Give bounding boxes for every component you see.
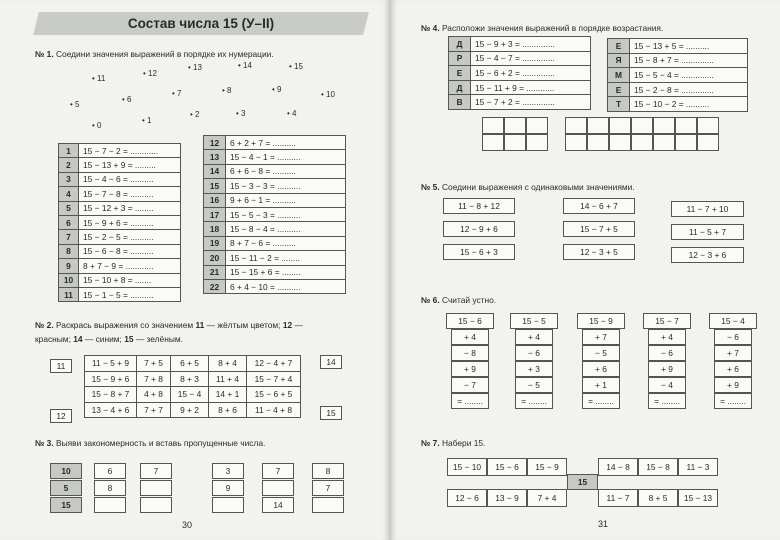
task2-n12: 12 <box>282 320 293 330</box>
task4-left-expression[interactable]: 15 − 11 + 9 = ............ <box>471 80 591 95</box>
task6-heading <box>421 295 496 306</box>
task2-cell[interactable]: 15 − 4 <box>171 387 209 403</box>
task4-answer-cell[interactable] <box>504 117 526 134</box>
task6-step: + 3 <box>515 361 553 377</box>
task1-right-row <box>204 207 346 221</box>
task4-left-index: В <box>449 95 471 110</box>
task6-step: − 4 <box>648 377 686 393</box>
task2-cell[interactable]: 6 + 5 <box>171 356 209 372</box>
task1-left-expression[interactable]: 15 − 7 − 2 = ............ <box>79 144 181 158</box>
task3-number: № 3. <box>35 438 54 448</box>
task4-text: Расположи значения выражений в порядке возрастания. <box>441 23 664 33</box>
task2-text: Раскрась выражения со значением <box>55 320 194 330</box>
task1-left-expression[interactable]: 15 − 1 − 5 = .......... <box>79 287 181 301</box>
task4-right-expression[interactable]: 15 − 10 − 2 = .......... <box>630 97 748 112</box>
task3-cell: 15 <box>50 497 82 513</box>
task2-dash: — <box>294 320 303 330</box>
task1-right-index: 16 <box>204 193 226 207</box>
task1-right-expression[interactable]: 6 + 6 − 8 = .......... <box>226 164 346 178</box>
task3-cell: 8 <box>312 463 344 479</box>
task1-heading <box>35 49 274 60</box>
task1-left-index: 7 <box>59 230 79 244</box>
task6-text: Считай устно. <box>441 295 497 305</box>
task1-right-expression[interactable]: 15 − 11 − 2 = ........ <box>226 251 346 265</box>
task6-step: + 6 <box>582 361 620 377</box>
task1-left-expression[interactable]: 15 − 10 + 8 = ....... <box>79 273 181 287</box>
task1-right-expression[interactable]: 15 − 5 − 3 = .......... <box>226 207 346 221</box>
task2-cell[interactable]: 7 + 8 <box>137 371 171 387</box>
task2-left-12[interactable]: 12 <box>50 409 72 423</box>
task5-expression-box[interactable]: 15 − 6 + 3 <box>443 244 515 260</box>
task7-bottom-cell[interactable]: 7 + 4 <box>527 489 567 507</box>
task4-right-index: Е <box>608 82 630 97</box>
task4-right-index: Я <box>608 53 630 68</box>
task1-left-expression[interactable]: 15 − 13 + 9 = ......... <box>79 158 181 172</box>
task1-left-expression[interactable]: 15 − 9 + 6 = .......... <box>79 215 181 229</box>
task2-cell[interactable]: 11 + 4 <box>209 371 247 387</box>
task2-cell[interactable]: 8 + 3 <box>171 371 209 387</box>
task6-start: 15 − 4 <box>709 313 757 329</box>
task6-start: 15 − 5 <box>510 313 558 329</box>
task4-right-expression[interactable]: 15 − 5 − 4 = .............. <box>630 68 748 83</box>
task3-cell: 3 <box>212 463 244 479</box>
task4-answer-cell[interactable] <box>609 117 631 134</box>
task3-cell: 7 <box>140 463 172 479</box>
task1-left-expression[interactable]: 15 − 4 − 6 = .......... <box>79 172 181 186</box>
task1-right-expression[interactable]: 15 − 8 − 4 = .......... <box>226 222 346 236</box>
task1-right-row <box>204 164 346 178</box>
task1-left-expression[interactable]: 15 − 7 − 8 = .......... <box>79 187 181 201</box>
task2-row <box>85 371 301 387</box>
task6-number: № 6. <box>421 295 440 305</box>
task4-right-row <box>608 68 748 83</box>
task4-left-index: Е <box>449 66 471 81</box>
task2-c14: — синим; <box>84 334 122 344</box>
task1-right-index: 12 <box>204 136 226 150</box>
task4-left-expression[interactable]: 15 − 7 + 2 = .............. <box>471 95 591 110</box>
task3-cell: 5 <box>50 480 82 496</box>
task3-text: Выяви закономерность и вставь пропущенные числа. <box>55 438 266 448</box>
task7-top-cell[interactable]: 11 − 3 <box>678 458 718 476</box>
task4-left-index: Д <box>449 37 471 52</box>
dot-14[interactable]: • 14 <box>238 61 252 70</box>
task4-right-index: Е <box>608 39 630 54</box>
task6-step[interactable]: = ........ <box>451 393 489 409</box>
task4-answer-cell[interactable] <box>587 117 609 134</box>
task4-answer-cell[interactable] <box>697 134 719 151</box>
task1-right-row <box>204 150 346 164</box>
dot-5[interactable]: • 5 <box>70 100 80 109</box>
task5-expression-box[interactable]: 12 − 3 + 5 <box>563 244 635 260</box>
task2-c15: — зелёным. <box>135 334 183 344</box>
task4-left-row <box>449 66 591 81</box>
task6-step[interactable]: = ........ <box>515 393 553 409</box>
task4-right-expression[interactable]: 15 − 8 + 7 = .............. <box>630 53 748 68</box>
task5-expression-box[interactable]: 11 − 8 + 12 <box>443 198 515 214</box>
task1-left-row <box>59 158 181 172</box>
task1-right-expression[interactable]: 15 − 15 + 6 = ........ <box>226 265 346 279</box>
task1-left-expression[interactable]: 15 − 2 − 5 = .......... <box>79 230 181 244</box>
task5-expression-box[interactable]: 14 − 6 + 7 <box>563 198 635 214</box>
task1-table-right <box>203 135 346 294</box>
task6-step: + 4 <box>451 329 489 345</box>
task2-cell[interactable]: 11 − 4 + 8 <box>247 402 301 418</box>
task7-top-cell[interactable]: 15 − 9 <box>527 458 567 476</box>
task1-left-row <box>59 172 181 186</box>
task1-right-row <box>204 222 346 236</box>
task4-right-row <box>608 53 748 68</box>
task1-left-row <box>59 144 181 158</box>
task7-number: № 7. <box>421 438 440 448</box>
task1-table-left <box>58 143 181 302</box>
task4-right-expression[interactable]: 15 − 13 + 5 = .......... <box>630 39 748 54</box>
task3-cell[interactable] <box>140 480 172 496</box>
task7-bottom-cell[interactable]: 15 − 13 <box>678 489 718 507</box>
task6-step[interactable]: = ........ <box>582 393 620 409</box>
dot-7[interactable]: • 7 <box>172 89 182 98</box>
task6-step: − 8 <box>451 345 489 361</box>
task2-cell[interactable]: 13 − 4 + 6 <box>85 402 137 418</box>
task4-answer-cell[interactable] <box>526 117 548 134</box>
task4-right-index: Т <box>608 97 630 112</box>
task6-step: + 7 <box>714 345 752 361</box>
task3-cell: 7 <box>262 463 294 479</box>
task4-answer-cell[interactable] <box>482 134 504 151</box>
task4-right-expression[interactable]: 15 − 2 − 8 = .............. <box>630 82 748 97</box>
task7-bottom-cell[interactable]: 11 − 7 <box>598 489 638 507</box>
task1-left-row <box>59 230 181 244</box>
task4-answer-cell[interactable] <box>653 134 675 151</box>
task4-right-row <box>608 82 748 97</box>
dot-1[interactable]: • 1 <box>142 116 152 125</box>
task7-top-cell[interactable]: 15 − 8 <box>638 458 678 476</box>
dot-10[interactable]: • 10 <box>321 90 335 99</box>
task1-left-index: 3 <box>59 172 79 186</box>
task2-cell[interactable]: 15 − 7 + 4 <box>247 371 301 387</box>
task4-answer-cell[interactable] <box>653 117 675 134</box>
task1-right-index: 14 <box>204 164 226 178</box>
task4-left-expression[interactable]: 15 − 9 + 3 = .............. <box>471 37 591 52</box>
task3-cell[interactable] <box>212 497 244 513</box>
dot-4[interactable]: • 4 <box>287 109 297 118</box>
task1-right-row <box>204 279 346 293</box>
task7-heading <box>421 438 485 449</box>
task1-left-row <box>59 273 181 287</box>
task2-cell[interactable]: 14 + 1 <box>209 387 247 403</box>
task1-right-row <box>204 265 346 279</box>
task3-cell: 14 <box>262 497 294 513</box>
task2-table <box>84 355 301 418</box>
task6-step[interactable]: = ........ <box>714 393 752 409</box>
task1-left-index: 9 <box>59 259 79 273</box>
task1-left-expression[interactable]: 8 + 7 − 9 = ............ <box>79 259 181 273</box>
task1-right-row <box>204 179 346 193</box>
task3-cell[interactable] <box>262 480 294 496</box>
task2-cell[interactable]: 15 − 6 + 5 <box>247 387 301 403</box>
task1-right-expression[interactable]: 9 + 6 − 1 = .......... <box>226 193 346 207</box>
task4-answer-cell[interactable] <box>565 117 587 134</box>
task1-text: Соедини значения выражений в порядке их нумерации. <box>55 49 274 59</box>
task4-answer-cell[interactable] <box>587 134 609 151</box>
task4-answer-cell[interactable] <box>482 117 504 134</box>
task7-bottom-cell[interactable]: 13 − 9 <box>487 489 527 507</box>
task1-left-index: 10 <box>59 273 79 287</box>
task2-cell[interactable]: 11 − 5 + 9 <box>85 356 137 372</box>
task2-cell[interactable]: 7 + 5 <box>137 356 171 372</box>
task1-right-expression[interactable]: 6 + 4 − 10 = .......... <box>226 279 346 293</box>
task2-cell[interactable]: 9 + 2 <box>171 402 209 418</box>
page-number-right: 31 <box>598 519 609 529</box>
task4-left-index: Д <box>449 80 471 95</box>
dot-6[interactable]: • 6 <box>122 95 132 104</box>
task3-cell: 7 <box>312 480 344 496</box>
task1-left-row <box>59 215 181 229</box>
task2-line2 <box>35 334 183 345</box>
task6-step: − 7 <box>451 377 489 393</box>
task1-right-expression[interactable]: 8 + 7 − 6 = .......... <box>226 236 346 250</box>
task7-bottom-cell[interactable]: 8 + 5 <box>638 489 678 507</box>
task3-cell: 9 <box>212 480 244 496</box>
task2-cell[interactable]: 8 + 6 <box>209 402 247 418</box>
task2-cell[interactable]: 15 − 9 + 6 <box>85 371 137 387</box>
task1-right-row <box>204 251 346 265</box>
task5-expression-box[interactable]: 11 − 7 + 10 <box>671 201 744 217</box>
task4-answer-cell[interactable] <box>526 134 548 151</box>
task6-step: + 6 <box>714 361 752 377</box>
task4-table-left <box>448 36 591 110</box>
task7-center: 15 <box>567 474 598 490</box>
task1-left-row <box>59 201 181 215</box>
task4-left-index: Р <box>449 51 471 66</box>
dot-2[interactable]: • 2 <box>190 110 200 119</box>
task1-right-index: 20 <box>204 251 226 265</box>
task6-step: + 4 <box>515 329 553 345</box>
task2-red: красным; <box>35 334 71 344</box>
task1-left-index: 6 <box>59 215 79 229</box>
task7-top-cell[interactable]: 15 − 6 <box>487 458 527 476</box>
task6-step: + 4 <box>648 329 686 345</box>
task6-step[interactable]: = ........ <box>648 393 686 409</box>
task4-table-right <box>607 38 748 112</box>
dot-12[interactable]: • 12 <box>143 69 157 78</box>
task4-answer-cell[interactable] <box>565 134 587 151</box>
task5-heading <box>421 182 635 193</box>
task6-start: 15 − 7 <box>643 313 691 329</box>
task4-heading <box>421 23 663 34</box>
task4-answer-cell[interactable] <box>675 117 697 134</box>
task7-top-cell[interactable]: 14 − 8 <box>598 458 638 476</box>
task1-left-index: 1 <box>59 144 79 158</box>
task2-n14: 14 <box>73 334 83 344</box>
task2-c11: — жёлтым цветом; <box>206 320 281 330</box>
task3-cell[interactable] <box>140 497 172 513</box>
task1-left-row <box>59 259 181 273</box>
task2-cell[interactable]: 15 − 8 + 7 <box>85 387 137 403</box>
task1-right-expression[interactable]: 15 − 4 − 1 = .......... <box>226 150 346 164</box>
page-number-left: 30 <box>182 520 193 530</box>
task6-step: + 9 <box>451 361 489 377</box>
task5-expression-box[interactable]: 12 − 9 + 6 <box>443 221 515 237</box>
task5-expression-box[interactable]: 15 − 7 + 5 <box>563 221 635 237</box>
task3-cell: 6 <box>94 463 126 479</box>
page-title: Состав числа 15 (У–II) <box>127 16 275 31</box>
task4-right-row <box>608 39 748 54</box>
task1-right-expression[interactable]: 15 − 3 − 3 = .......... <box>226 179 346 193</box>
task1-left-index: 5 <box>59 201 79 215</box>
task4-answer-cell[interactable] <box>631 117 653 134</box>
task1-right-index: 22 <box>204 279 226 293</box>
task1-right-index: 19 <box>204 236 226 250</box>
task2-line1 <box>35 320 303 331</box>
dot-11[interactable]: • 11 <box>92 74 106 83</box>
task4-left-row <box>449 51 591 66</box>
task2-cell[interactable]: 4 + 8 <box>137 387 171 403</box>
dot-8[interactable]: • 8 <box>222 86 232 95</box>
task6-step: − 6 <box>648 345 686 361</box>
task6-step: + 1 <box>582 377 620 393</box>
task4-left-row <box>449 95 591 110</box>
task1-left-index: 8 <box>59 244 79 258</box>
task2-row <box>85 387 301 403</box>
task4-left-expression[interactable]: 15 − 6 + 2 = .............. <box>471 66 591 81</box>
task2-right-15[interactable]: 15 <box>320 406 342 420</box>
right-page <box>390 0 780 540</box>
dot-15[interactable]: • 15 <box>289 62 303 71</box>
task4-answer-cell[interactable] <box>504 134 526 151</box>
task2-cell[interactable]: 12 − 4 + 7 <box>247 356 301 372</box>
task3-heading <box>35 438 265 449</box>
task2-row <box>85 402 301 418</box>
task4-answer-cell[interactable] <box>697 117 719 134</box>
task7-top-cell[interactable]: 15 − 10 <box>447 458 487 476</box>
task1-right-expression[interactable]: 6 + 2 + 7 = .......... <box>226 136 346 150</box>
task1-right-row <box>204 193 346 207</box>
task6-step: + 7 <box>582 329 620 345</box>
task3-cell[interactable] <box>94 497 126 513</box>
task3-cell[interactable] <box>312 497 344 513</box>
task1-left-row <box>59 244 181 258</box>
task2-row <box>85 356 301 372</box>
task5-text: Соедини выражения с одинаковыми значениями. <box>441 182 635 192</box>
task1-left-row <box>59 287 181 301</box>
task1-right-index: 15 <box>204 179 226 193</box>
dot-0[interactable]: • 0 <box>92 121 102 130</box>
task4-answer-cell[interactable] <box>675 134 697 151</box>
task4-right-row <box>608 97 748 112</box>
dot-3[interactable]: • 3 <box>236 109 246 118</box>
task1-left-expression[interactable]: 15 − 6 − 8 = .......... <box>79 244 181 258</box>
task5-number: № 5. <box>421 182 440 192</box>
task1-left-index: 11 <box>59 287 79 301</box>
task4-left-expression[interactable]: 15 − 4 − 7 = .............. <box>471 51 591 66</box>
task6-step: − 5 <box>582 345 620 361</box>
task1-right-index: 21 <box>204 265 226 279</box>
task7-text: Набери 15. <box>441 438 486 448</box>
task4-left-row <box>449 37 591 52</box>
dot-13[interactable]: • 13 <box>188 63 202 72</box>
task2-cell[interactable]: 7 + 7 <box>137 402 171 418</box>
task1-left-expression[interactable]: 15 − 12 + 3 = ........ <box>79 201 181 215</box>
task4-left-row <box>449 80 591 95</box>
task2-n15: 15 <box>124 334 134 344</box>
dot-9[interactable]: • 9 <box>272 85 282 94</box>
task1-left-row <box>59 187 181 201</box>
task6-start: 15 − 9 <box>577 313 625 329</box>
task6-step: + 9 <box>714 377 752 393</box>
task3-cell: 10 <box>50 463 82 479</box>
task1-number: № 1. <box>35 49 54 59</box>
task4-answer-cell[interactable] <box>631 134 653 151</box>
task1-left-index: 4 <box>59 187 79 201</box>
task1-right-row <box>204 236 346 250</box>
task5-expression-box[interactable]: 12 − 3 + 6 <box>671 247 744 263</box>
task1-right-index: 18 <box>204 222 226 236</box>
task2-left-11[interactable]: 11 <box>50 359 72 373</box>
task1-right-index: 17 <box>204 207 226 221</box>
task1-right-row <box>204 136 346 150</box>
task6-step: − 6 <box>714 329 752 345</box>
task5-expression-box[interactable]: 11 − 5 + 7 <box>671 224 744 240</box>
task3-cell: 8 <box>94 480 126 496</box>
task1-right-index: 13 <box>204 150 226 164</box>
task6-step: + 9 <box>648 361 686 377</box>
task2-n11: 11 <box>195 320 205 330</box>
task6-step: − 6 <box>515 345 553 361</box>
task6-step: − 5 <box>515 377 553 393</box>
task4-number: № 4. <box>421 23 440 33</box>
task2-right-14[interactable]: 14 <box>320 355 342 369</box>
task6-start: 15 − 6 <box>446 313 494 329</box>
task4-right-index: М <box>608 68 630 83</box>
task4-answer-cell[interactable] <box>609 134 631 151</box>
task2-number: № 2. <box>35 320 54 330</box>
task1-left-index: 2 <box>59 158 79 172</box>
task2-cell[interactable]: 8 + 4 <box>209 356 247 372</box>
task7-bottom-cell[interactable]: 12 − 6 <box>447 489 487 507</box>
